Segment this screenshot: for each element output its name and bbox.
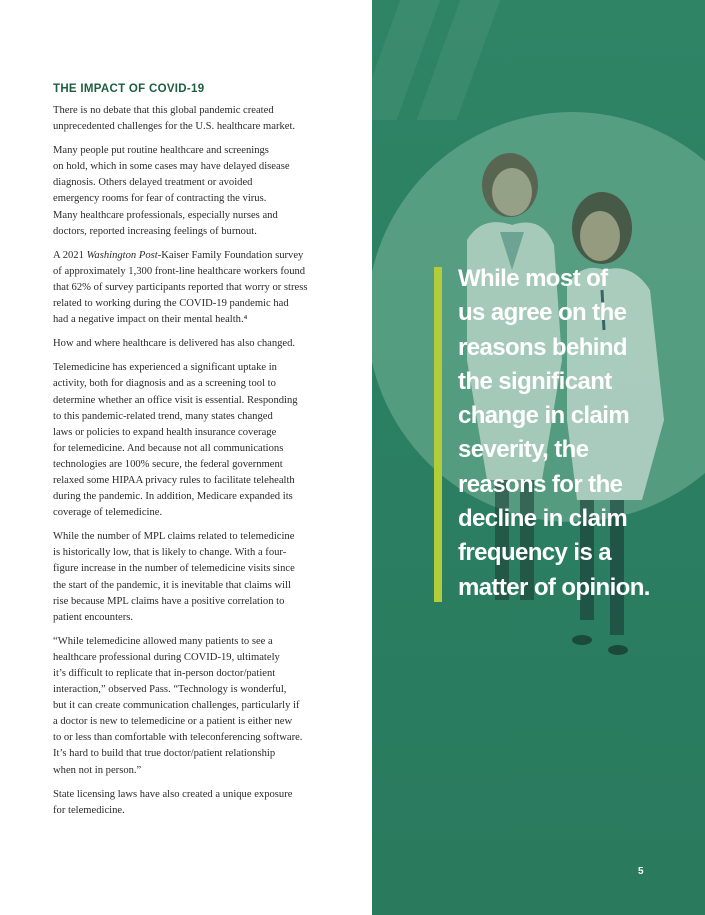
quote-accent-bar [434, 267, 442, 602]
paragraph-7: “While telemedicine allowed many patients to see a healthcare professional during COVID-19, ultimately it’s difficult to replicate that in-person doctor/patient interaction,” observed Pass. “Technology is wonderful, but it can create communication challenges, particularly if a doctor is new to telemedicine or a patient is either new to or less than comfortable with teleconferencing software. It’s hard to build that true doctor/patient relationship when not in person.” [53, 635, 303, 776]
page-number: 5 [638, 866, 644, 877]
paragraph-3 [53, 248, 345, 328]
photo-panel [372, 0, 705, 915]
publication-name: Washington Post [86, 249, 158, 261]
section-title: THE IMPACT OF COVID-19 [53, 83, 205, 95]
article-body [53, 103, 345, 827]
paragraph-4: How and where healthcare is delivered has also changed. [53, 338, 296, 350]
paragraph-3-lead: A 2021 [53, 249, 87, 261]
paragraph-2: Many people put routine healthcare and screenings on hold, which in some cases may have delayed disease diagnosis. Others delayed treatment or avoided emergency rooms for fear of contracting the virus. Many healthcare professionals, especially nurses and doctors, reported increasing feelings of burnout. [53, 145, 290, 237]
paragraph-1: There is no debate that this global pandemic created unprecedented challenges for the U.S. healthcare market. [53, 105, 296, 133]
pull-quote: While most of us agree on the reasons behind the significant change in claim severity, the reasons for the decline in claim frequency is a matter of opinion. [458, 265, 650, 601]
paragraph-3-rest: -Kaiser Family Foundation survey of approximately 1,300 front-line healthcare workers found that 62% of survey participants reported that worry or stress related to working during the COVID-19 pandemic had had a negative impact on their mental health.⁴ [53, 249, 308, 326]
paragraph-5: Telemedicine has experienced a significant uptake in activity, both for diagnosis and as a screening tool to determine whether an office visit is essential. Responding to this pandemic-related trend, many states changed laws or policies to expand health insurance coverage for telemedicine. And because not all communications technologies are 100% secure, the federal government relaxed some HIPAA privacy rules to facilitate telehealth during the pandemic. In addition, Medicare expanded its coverage of telemedicine. [53, 362, 298, 519]
paragraph-6: While the number of MPL claims related to telemedicine is historically low, that is likely to change. With a four- figure increase in the number of telemedicine visits since the start of the pandemic, it is inevitable that claims will rise because MPL claims have a positive correlation to patient encounters. [53, 531, 295, 623]
paragraph-8: State licensing laws have also created a unique exposure for telemedicine. [53, 788, 293, 816]
